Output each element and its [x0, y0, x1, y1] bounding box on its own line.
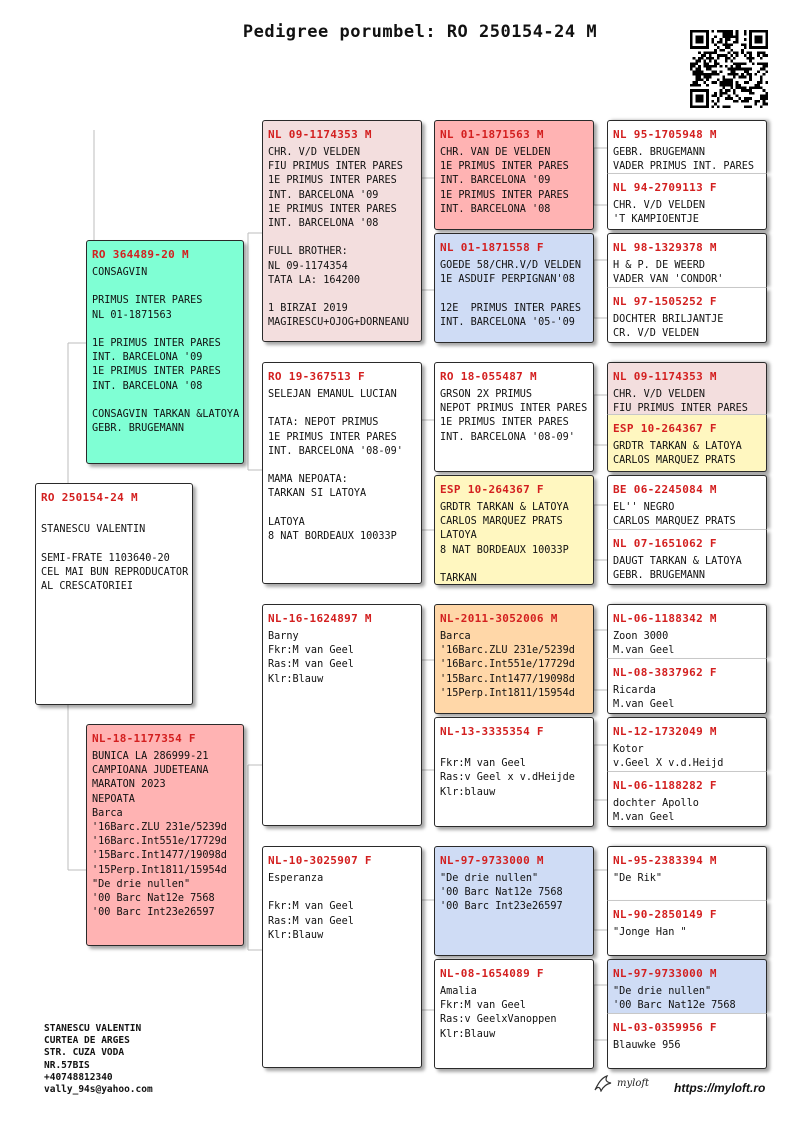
ring-number: NL-97-9733000 M [613, 967, 717, 980]
pigeon-notes: CHR. V/D VELDEN FIU PRIMUS INTER PARES [613, 389, 748, 414]
pigeon-notes: "De drie nullen" '00 Barc Nat12e 7568 [613, 986, 736, 1012]
g4-card-10[interactable] [607, 658, 767, 714]
ring-number: NL-08-3837962 F [613, 666, 717, 679]
ring-number: NL-90-2850149 F [613, 908, 717, 921]
dam-sire-card[interactable] [262, 604, 422, 826]
pigeon-notes: "De Rik" [613, 873, 663, 884]
pigeon-notes: GEBR. BRUGEMANN VADER PRIMUS INT. PARES [613, 147, 755, 173]
ring-number: ESP 10-264367 F [613, 422, 717, 435]
sire-dam-card[interactable] [262, 362, 422, 584]
ring-number: NL 09-1174353 M [268, 128, 372, 141]
subject-pigeon-card[interactable] [35, 483, 193, 705]
brand-name: myloft [617, 1077, 650, 1089]
g3-card-4[interactable] [434, 475, 594, 585]
pigeon-notes: CONSAGVIN PRIMUS INTER PARES NL 01-1871563 1E PRIMUS INTER PARES INT. BARCELONA '09 1E PRIMUS INTER PARES INT. BARCELONA '08 CONSAGVIN TARKAN &LATOYA GEBR. BRUGEMANN [92, 267, 240, 435]
brand-logo [593, 1074, 649, 1092]
g3-card-1[interactable] [434, 120, 594, 230]
pigeon-notes: CHR. VAN DE VELDEN 1E PRIMUS INTER PARES INT. BARCELONA '09 1E PRIMUS INTER PARES INT. BARCELONA '08 [440, 147, 569, 215]
ring-number: NL-16-1624897 M [268, 612, 372, 625]
pigeon-notes: dochter Apollo M.van Geel [613, 798, 699, 824]
ring-number: NL-97-9733000 M [440, 854, 544, 867]
pigeon-notes: CHR. V/D VELDEN FIU PRIMUS INTER PARES 1E PRIMUS INTER PARES INT. BARCELONA '09 1E PRIMUS INTER PARES INT. BARCELONA '08 FULL BROTHER: NL 09-1174354 TATA LA: 164200 1 BIRZAI 2019 MAGIRESCU+OJOG+DORNEANU [268, 147, 410, 329]
pigeon-notes: Barca '16Barc.ZLU 231e/5239d '16Barc.Int551e/17729d '15Barc.Int1477/19098d '15Perp.Int1811/15954d [440, 631, 575, 699]
pigeon-notes: "Jonge Han " [613, 927, 687, 938]
dam-card[interactable] [86, 724, 244, 946]
g4-card-13[interactable] [607, 846, 767, 900]
pigeon-notes: GRDTR TARKAN & LATOYA CARLOS MARQUEZ PRATS [613, 441, 742, 467]
ring-number: RO 364489-20 M [92, 248, 189, 261]
pigeon-notes: Ricarda M.van Geel [613, 685, 675, 711]
g4-card-11[interactable] [607, 717, 767, 771]
g4-card-9[interactable] [607, 604, 767, 658]
pigeon-notes: GRDTR TARKAN & LATOYA CARLOS MARQUEZ PRATS LATOYA 8 NAT BORDEAUX 10033P TARKAN [440, 502, 569, 585]
g4-card-16[interactable] [607, 1013, 767, 1069]
g4-card-12[interactable] [607, 771, 767, 827]
ring-number: NL-18-1177354 F [92, 732, 196, 745]
g4-card-1[interactable] [607, 120, 767, 173]
g4-card-6[interactable] [607, 414, 767, 472]
pigeon-notes: Zoon 3000 M.van Geel [613, 631, 675, 657]
g4-card-7[interactable] [607, 475, 767, 529]
ring-number: NL 07-1651062 F [613, 537, 717, 550]
ring-number: NL-13-3335354 F [440, 725, 544, 738]
ring-number: NL 01-1871563 M [440, 128, 544, 141]
ring-number: NL 95-1705948 M [613, 128, 717, 141]
pigeon-notes: GOEDE 58/CHR.V/D VELDEN 1E ASDUIF PERPIGNAN'08 12E PRIMUS INTER PARES INT. BARCELONA '05-'09 [440, 260, 582, 328]
ring-number: NL-2011-3052006 M [440, 612, 558, 625]
g4-card-3[interactable] [607, 233, 767, 287]
ring-number: RO 19-367513 F [268, 370, 365, 383]
ring-number: NL 97-1505252 F [613, 295, 717, 308]
pigeon-notes: Kotor v.Geel X v.d.Heijd [613, 744, 724, 770]
pigeon-notes: GRSON 2X PRIMUS NEPOT PRIMUS INTER PARES 1E PRIMUS INTER PARES INT. BARCELONA '08-09' [440, 389, 588, 443]
pigeon-notes: CHR. V/D VELDEN 'T KAMPIOENTJE [613, 200, 706, 226]
ring-number: RO 250154-24 M [41, 491, 138, 504]
ring-number: BE 06-2245084 M [613, 483, 717, 496]
ring-number: NL-06-1188282 F [613, 779, 717, 792]
ring-number: RO 18-055487 M [440, 370, 537, 383]
pigeon-notes: Fkr:M van Geel Ras:v Geel x v.dHeijde Klr:blauw [440, 758, 575, 798]
ring-number: NL 98-1329378 M [613, 241, 717, 254]
pigeon-notes: DOCHTER BRILJANTJE CR. V/D VELDEN [613, 314, 724, 340]
g4-card-5[interactable] [607, 362, 767, 414]
website-link[interactable]: https://myloft.ro [674, 1081, 766, 1095]
g4-card-8[interactable] [607, 529, 767, 585]
ring-number: NL-08-1654089 F [440, 967, 544, 980]
ring-number: NL-06-1188342 M [613, 612, 717, 625]
g3-card-8[interactable] [434, 959, 594, 1069]
sire-sire-card[interactable] [262, 120, 422, 342]
pigeon-logo-icon [593, 1074, 613, 1092]
page-title: Pedigree porumbel: RO 250154-24 M [242, 22, 598, 42]
ring-number: NL-12-1732049 M [613, 725, 717, 738]
ring-number: NL-95-2383394 M [613, 854, 717, 867]
ring-number: NL 09-1174353 M [613, 370, 717, 383]
pigeon-notes: EL'' NEGRO CARLOS MARQUEZ PRATS [613, 502, 736, 528]
g3-card-6[interactable] [434, 717, 594, 827]
sire-card[interactable] [86, 240, 244, 464]
pigeon-notes: Blauwke 956 [613, 1040, 681, 1051]
dam-dam-card[interactable] [262, 846, 422, 1068]
pigeon-notes: Esperanza Fkr:M van Geel Ras:M van Geel Klr:Blauw [268, 873, 354, 941]
g4-card-2[interactable] [607, 173, 767, 230]
g4-card-4[interactable] [607, 287, 767, 343]
g4-card-15[interactable] [607, 959, 767, 1013]
g3-card-2[interactable] [434, 233, 594, 343]
pigeon-notes: SELEJAN EMANUL LUCIAN TATA: NEPOT PRIMUS 1E PRIMUS INTER PARES INT. BARCELONA '08-09' MAMA NEPOATA: TARKAN SI LATOYA LATOYA 8 NAT BORDEAUX 10033P [268, 389, 403, 543]
g3-card-3[interactable] [434, 362, 594, 472]
owner-contact-block: STANESCU VALENTIN CURTEA DE ARGES STR. CUZA VODA NR.57BIS +40748812340 vally_94s@yahoo.com [44, 1023, 153, 1096]
pigeon-notes: Barny Fkr:M van Geel Ras:M van Geel Klr:Blauw [268, 631, 354, 685]
ring-number: NL-10-3025907 F [268, 854, 372, 867]
pigeon-notes: STANESCU VALENTIN SEMI-FRATE 1103640-20 CEL MAI BUN REPRODUCATOR AL CRESCATORIEI [41, 524, 189, 593]
g4-card-14[interactable] [607, 900, 767, 956]
pigeon-notes: Amalia Fkr:M van Geel Ras:v GeelxVanoppen Klr:Blauw [440, 986, 557, 1040]
pigeon-notes: H & P. DE WEERD VADER VAN 'CONDOR' [613, 260, 724, 286]
ring-number: ESP 10-264367 F [440, 483, 544, 496]
ring-number: NL 01-1871558 F [440, 241, 544, 254]
g3-card-7[interactable] [434, 846, 594, 956]
g3-card-5[interactable] [434, 604, 594, 714]
pigeon-notes: DAUGT TARKAN & LATOYA GEBR. BRUGEMANN [613, 556, 742, 582]
pigeon-notes: "De drie nullen" '00 Barc Nat12e 7568 '00 Barc Int23e26597 [440, 873, 563, 913]
pigeon-notes: BUNICA LA 286999-21 CAMPIOANA JUDETEANA MARATON 2023 NEPOATA Barca '16Barc.ZLU 231e/5239d '16Barc.Int551e/17729d '15Barc.Int1477/19098d '15Perp.Int1811/15954d "De drie nullen" '00 Barc Nat12e 7568 '00 Barc Int23e26597 [92, 751, 227, 919]
ring-number: NL 94-2709113 F [613, 181, 717, 194]
ring-number: NL-03-0359956 F [613, 1021, 717, 1034]
